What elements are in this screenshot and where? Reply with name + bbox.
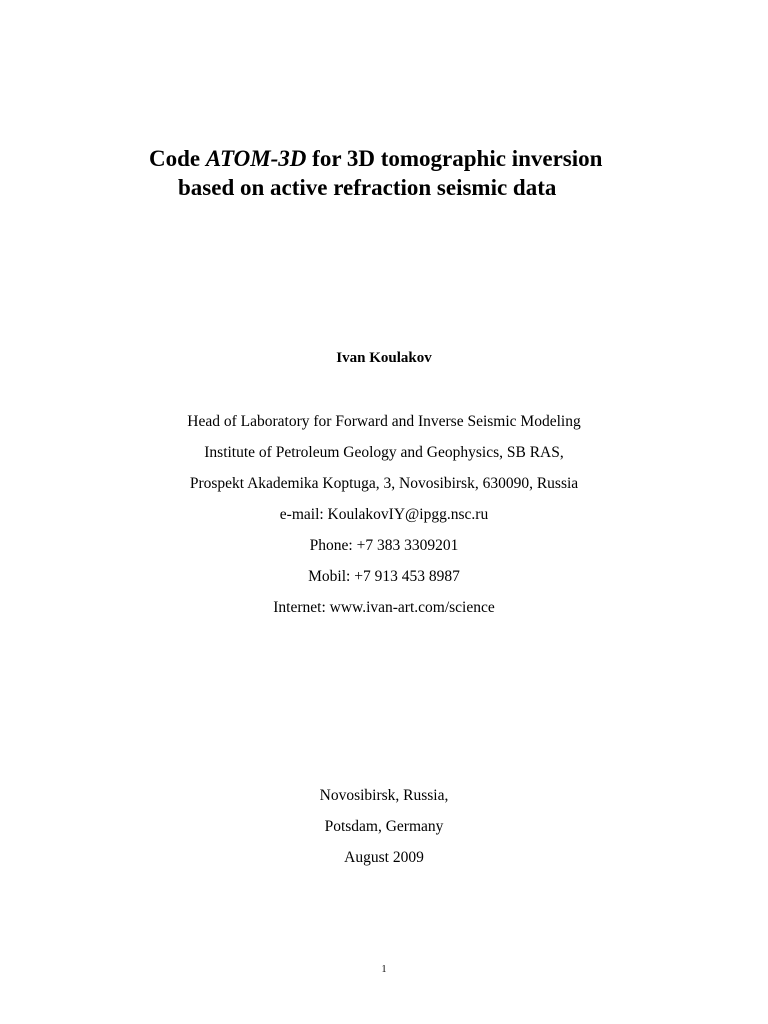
place-potsdam: Potsdam, Germany (324, 818, 444, 835)
contact-phone: Phone: +7 383 3309201 (309, 537, 459, 554)
title-suffix: for 3D tomographic inversion (306, 146, 603, 171)
document-date: August 2009 (344, 849, 424, 866)
contact-mobile: Mobil: +7 913 453 8987 (308, 568, 460, 585)
title-line-1 (149, 144, 602, 173)
title-prefix: Code (149, 146, 206, 171)
page-number: 1 (381, 964, 387, 975)
title-code-name: ATOM-3D (205, 146, 307, 171)
affiliation-institute: Institute of Petroleum Geology and Geophysics, SB RAS, (204, 444, 564, 461)
place-novosibirsk: Novosibirsk, Russia, (319, 787, 449, 804)
contact-email: e-mail: KoulakovIY@ipgg.nsc.ru (279, 506, 489, 523)
contact-internet: Internet: www.ivan-art.com/science (273, 599, 495, 616)
affiliation-position: Head of Laboratory for Forward and Inverse Seismic Modeling (187, 413, 581, 430)
author-name: Ivan Koulakov (336, 350, 432, 366)
affiliation-address: Prospekt Akademika Koptuga, 3, Novosibirsk, 630090, Russia (189, 475, 579, 492)
title-line-2: based on active refraction seismic data (178, 175, 557, 200)
